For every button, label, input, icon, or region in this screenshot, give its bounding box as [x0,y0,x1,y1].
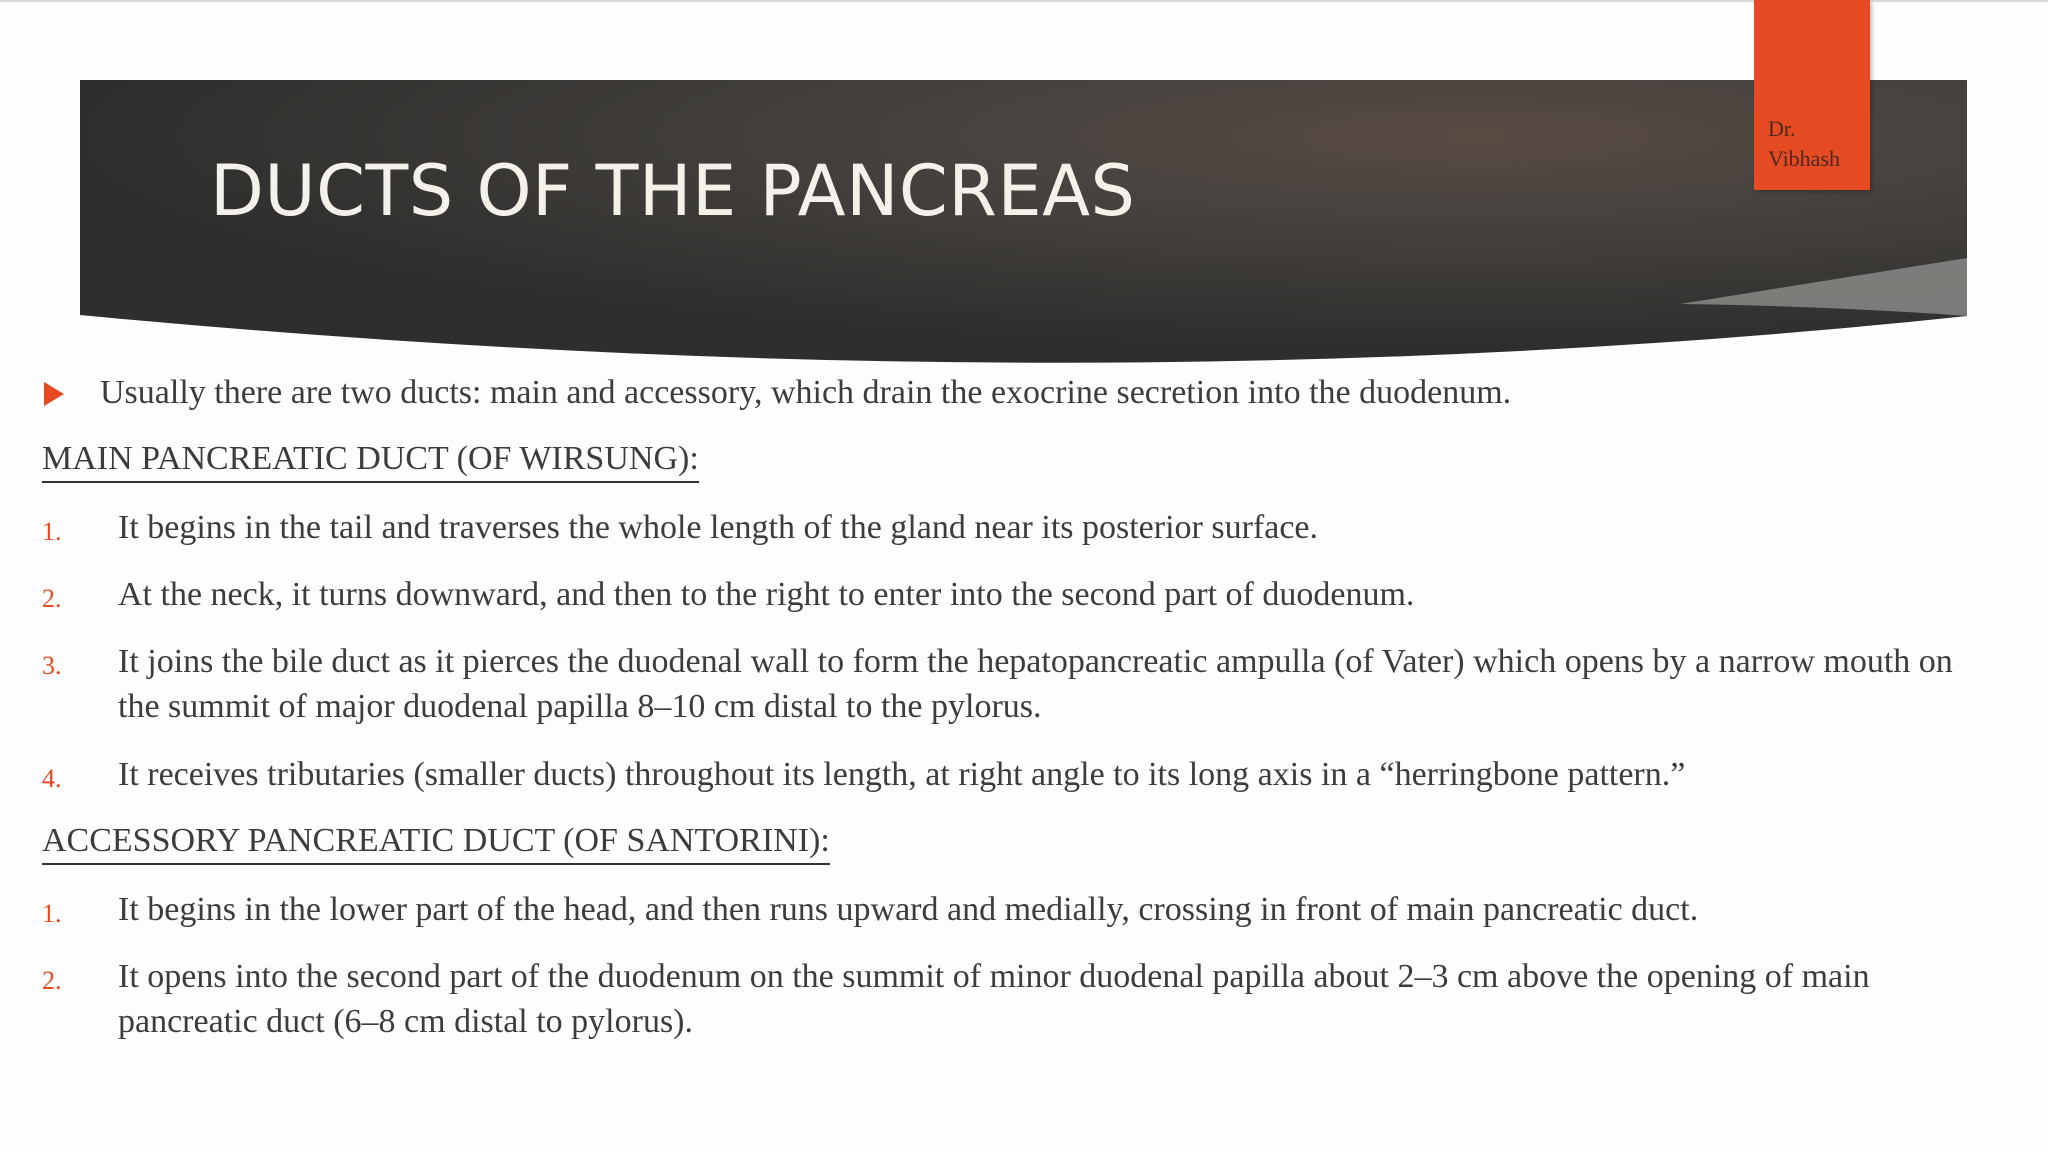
author-line-2: Vibhash [1768,146,1841,171]
slide-title: DUCTS OF THE PANCREAS [210,150,1136,232]
intro-text: Usually there are two ducts: main and accessory, which drain the exocrine secretion into the duodenum. [100,374,1512,411]
main-item-2-text: At the neck, it turns downward, and then to the right to enter into the second part of duodenum. [118,576,1415,613]
main-item-3-text: It joins the bile duct as it pierces the duodenal wall to form the hepatopancreatic ampulla (of Vater) which opens by a narrow mouth on the summit of major duodenal papilla 8–10 cm distal to the pylorus. [118,643,1953,725]
accessory-duct-heading: ACCESSORY PANCREATIC DUCT (OF SANTORINI): [42,820,830,865]
main-item-1-text: It begins in the tail and traverses the whole length of the gland near its posterior surface. [118,509,1319,546]
main-item-4-text: It receives tributaries (smaller ducts) throughout its length, at right angle to its long axis in a “herringbone pattern.” [118,756,1686,793]
main-item-2-number: 2. [42,584,62,613]
accessory-item-2-text: It opens into the second part of the duodenum on the summit of minor duodenal papilla about 2–3 cm above the opening of main pancreatic duct (6–8 cm distal to pylorus). [118,958,1870,1040]
accessory-item-1-number: 1. [42,899,62,928]
main-item-1-number: 1. [42,517,62,546]
main-item-4-number: 4. [42,764,62,793]
main-duct-heading: MAIN PANCREATIC DUCT (OF WIRSUNG): [42,438,699,483]
accessory-item-2-number: 2. [42,966,62,995]
author-line-1: Dr. [1768,116,1796,141]
main-item-3-number: 3. [42,651,62,680]
triangle-right-icon [44,382,64,406]
accessory-item-1-text: It begins in the lower part of the head, and then runs upward and medially, crossing in front of main pancreatic duct. [118,891,1699,928]
